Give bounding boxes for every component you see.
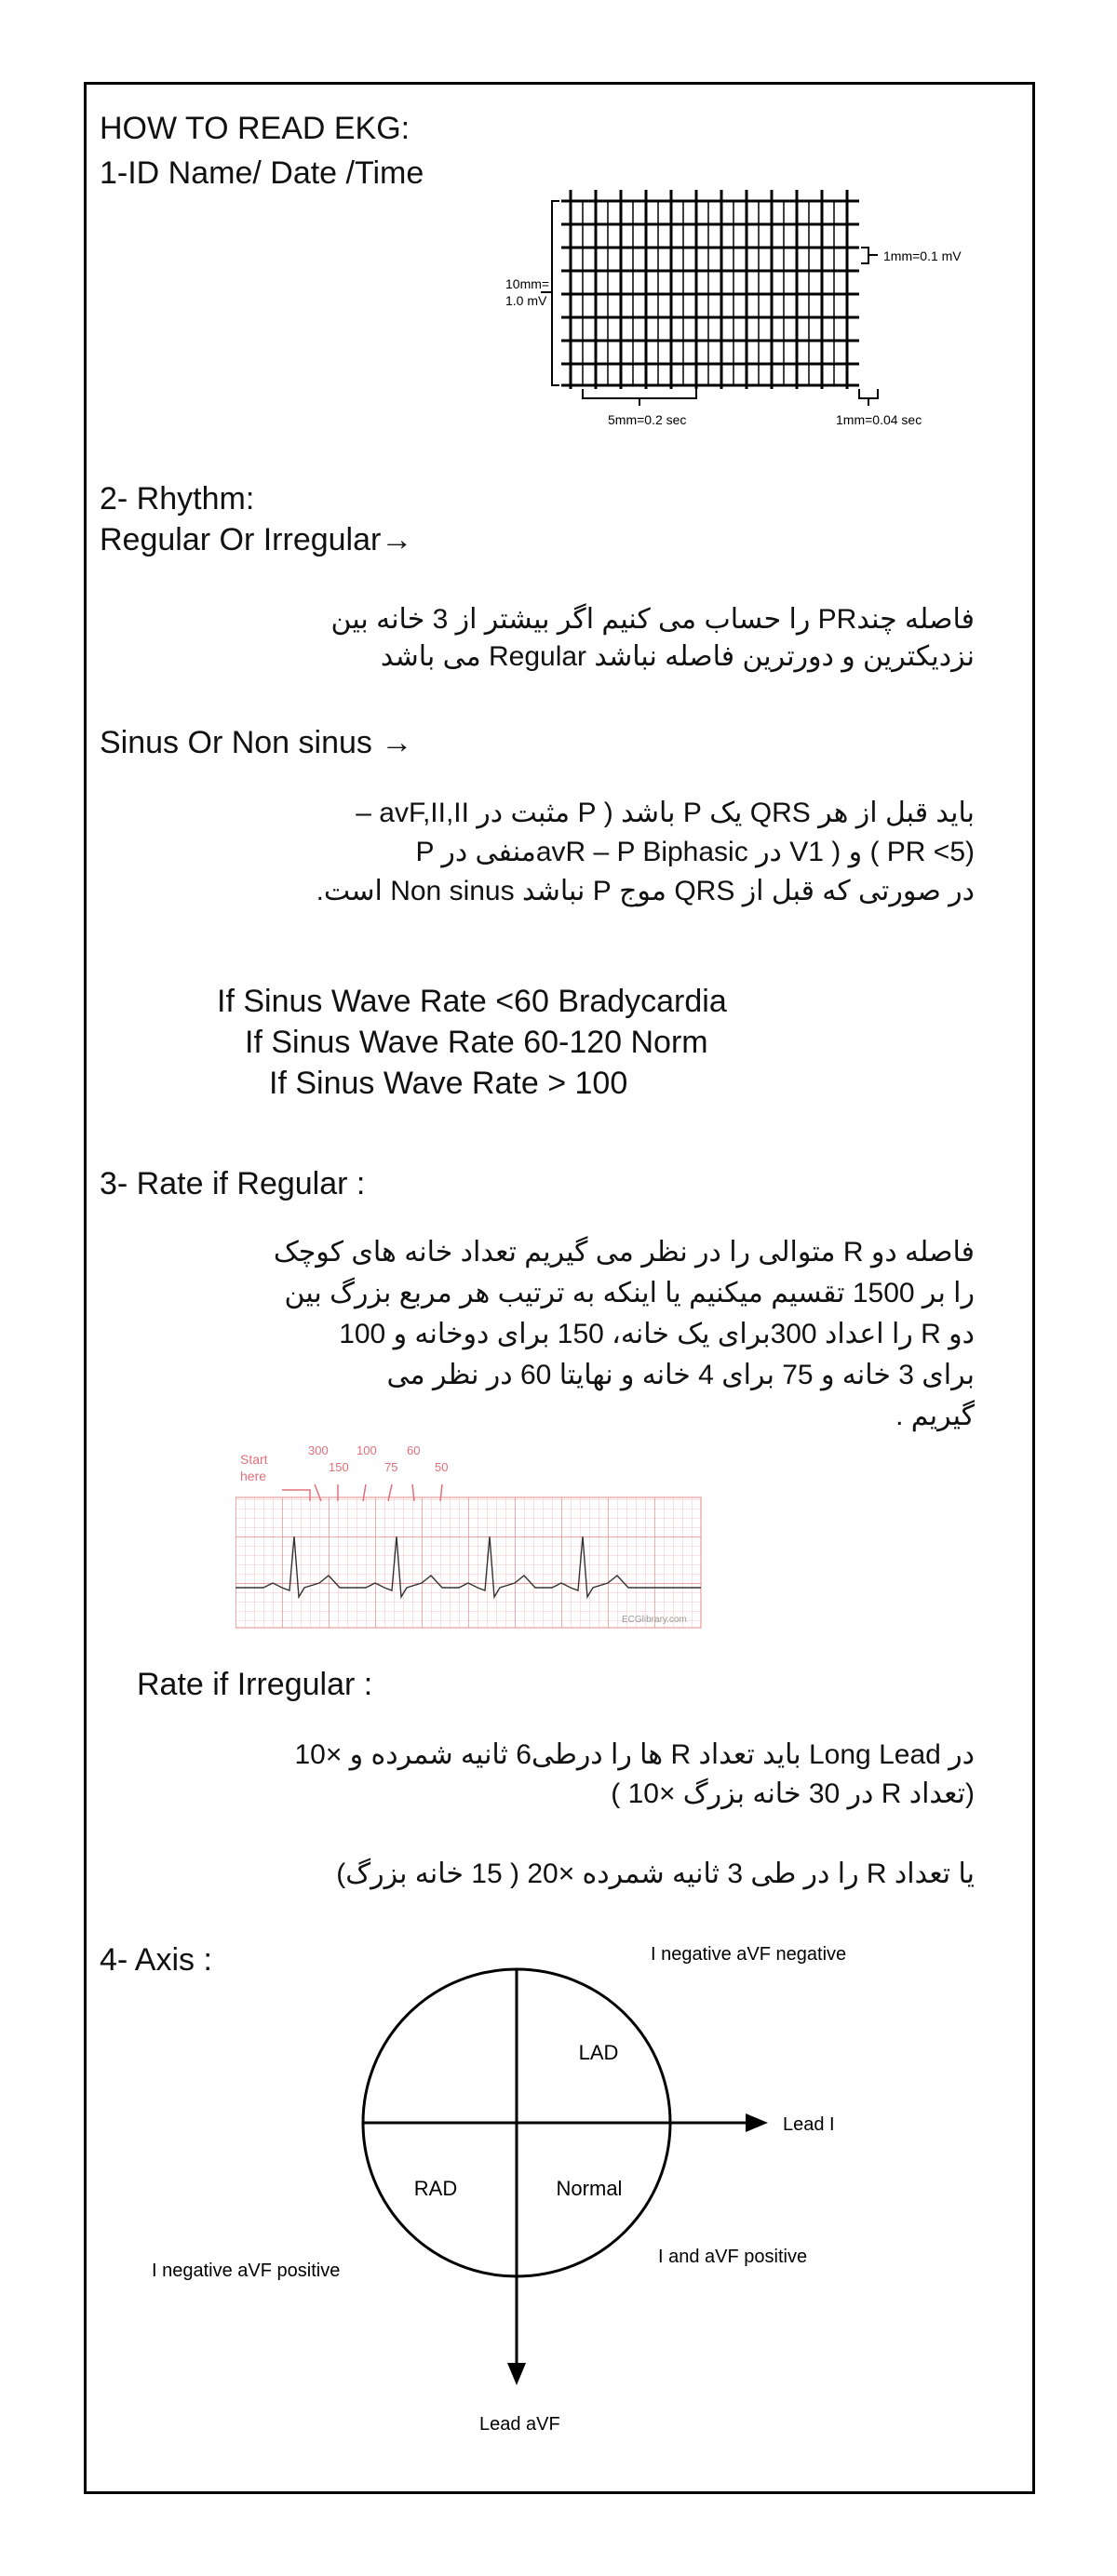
- axis-lead-avf: Lead aVF: [479, 2414, 560, 2435]
- grid-label-left-top: 10mm=: [505, 276, 550, 291]
- rate-line-normal: If Sinus Wave Rate 60-120 Norm: [245, 1025, 708, 1060]
- grid-label-bottom-right: 1mm=0.04 sec: [836, 412, 922, 427]
- rate-irregular-line-1: در Long Lead باید تعداد R ها را درطی6 ثانیه شمرده و ×10: [294, 1739, 975, 1770]
- grid-label-right: 1mm=0.1 mV: [883, 248, 962, 263]
- sinus-label: Sinus Or Non sinus →: [100, 725, 413, 760]
- strip-number-75: 75: [384, 1460, 398, 1474]
- page-heading: HOW TO READ EKG:: [100, 111, 410, 146]
- regular-text-line-1: فاصله چندPR را حساب می کنیم اگر بیشتر از 3 خانه بین: [330, 604, 975, 635]
- regular-or-irregular-label: Regular Or Irregular→: [100, 522, 413, 557]
- axis-lead-i: Lead I: [783, 2114, 835, 2135]
- strip-number-100: 100: [357, 1443, 377, 1457]
- corner-label-top-right: I negative aVF negative: [651, 1944, 847, 1965]
- sinus-text-line-3: در صورتی که قبل از QRS موج P نباشد Non sinus است.: [316, 876, 975, 906]
- corner-label-bottom-left: I negative aVF positive: [152, 2261, 341, 2281]
- strip-number-50: 50: [435, 1460, 449, 1474]
- rate-regular-line-2: را بر 1500 تقسیم میکنیم یا اینکه به ترتیب هر مربع بزرگ بین: [284, 1278, 975, 1308]
- rate-regular-line-3: دو R را اعداد 300برای یک خانه، 150 برای دوخانه و 100: [339, 1319, 975, 1349]
- strip-start-label: Start: [240, 1452, 268, 1467]
- corner-label-bottom-right: I and aVF positive: [658, 2247, 808, 2267]
- regular-text-line-2: نزدیکترین و دورترین فاصله نباشد Regular می باشد: [380, 641, 975, 672]
- strip-here-label: here: [240, 1469, 267, 1483]
- quadrant-lad: LAD: [578, 2041, 619, 2064]
- strip-credit: ECGlibrary.com: [622, 1615, 687, 1625]
- step3-label: 3- Rate if Regular :: [100, 1166, 366, 1201]
- rate-regular-line-5: گیریم .: [895, 1401, 975, 1431]
- strip-number-150: 150: [329, 1460, 349, 1474]
- sinus-text-line-1: باید قبل از هر QRS یک P باشد ( P مثبت در avF,II,II –: [356, 798, 975, 828]
- grid-label-bottom-left: 5mm=0.2 sec: [608, 412, 687, 427]
- rate-regular-line-4: برای 3 خانه و 75 برای 4 خانه و نهایتا 60 در نظر می: [386, 1360, 975, 1390]
- rate-strip-figure: [236, 1443, 710, 1634]
- rate-line-tachycardia: If Sinus Wave Rate > 100: [269, 1066, 628, 1101]
- document-page: [84, 82, 1035, 2494]
- sinus-text-line-2: P منفی درavR – P Biphasic در V1 ) و ( PR <5): [415, 837, 975, 867]
- rate-regular-line-1: فاصله دو R متوالی را در نظر می گیریم تعداد خانه های کوچک: [273, 1237, 975, 1268]
- rate-line-bradycardia: If Sinus Wave Rate <60 Bradycardia: [217, 984, 727, 1019]
- quadrant-normal: Normal: [556, 2177, 623, 2200]
- step1-label: 1-ID Name/ Date /Time: [100, 155, 424, 191]
- rate-irregular-line-3: یا تعداد R را در طی 3 ثانیه شمرده ×20 ( 15 خانه بزرگ): [336, 1858, 975, 1889]
- rate-irregular-line-2: (تعداد R در 30 خانه بزرگ ×10 ): [611, 1778, 975, 1809]
- step4-label: 4- Axis :: [100, 1942, 212, 1978]
- axis-diagram: [87, 1853, 1032, 2486]
- quadrant-rad: RAD: [413, 2177, 458, 2200]
- ecg-grid-figure: [412, 173, 1008, 490]
- grid-label-left-bottom: 1.0 mV: [505, 293, 547, 308]
- strip-number-300: 300: [308, 1443, 329, 1457]
- step2-label: 2- Rhythm:: [100, 481, 255, 517]
- strip-number-60: 60: [407, 1443, 421, 1457]
- rate-irregular-label: Rate if Irregular :: [137, 1667, 373, 1702]
